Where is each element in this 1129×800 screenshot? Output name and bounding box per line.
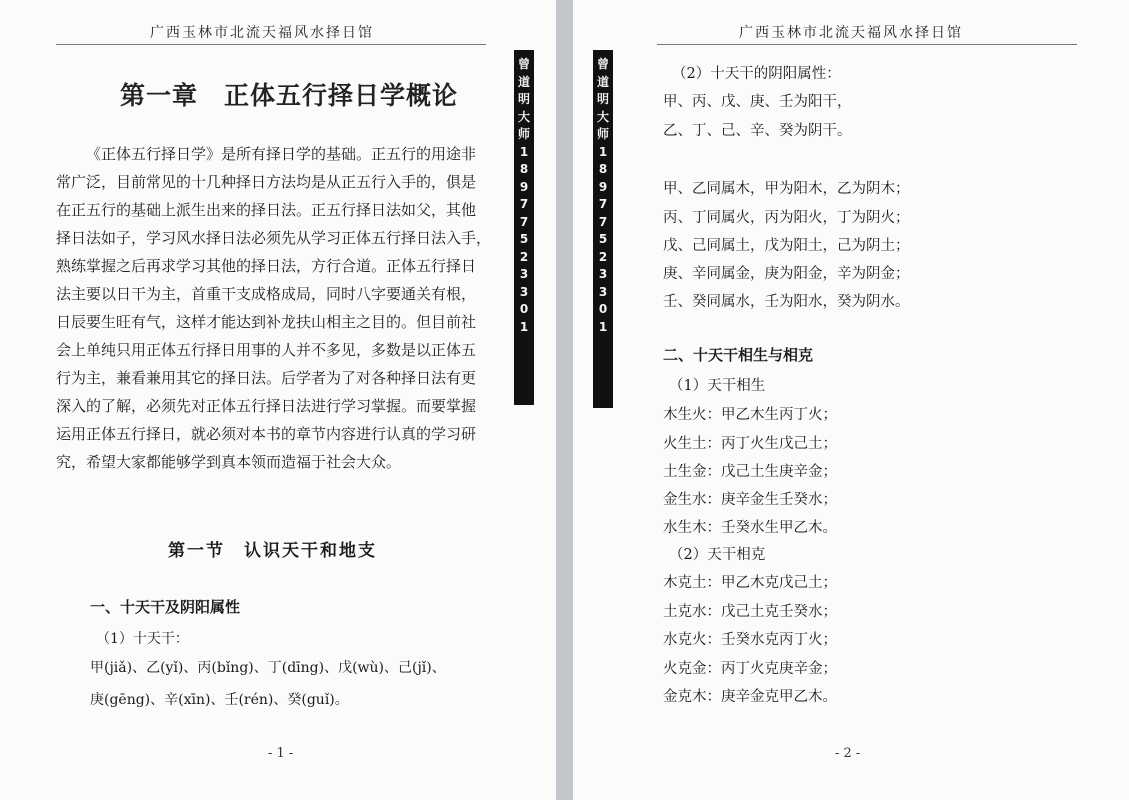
ke-line: 土克水：戊己土克壬癸水； — [663, 604, 837, 620]
page-number: - 2 - — [835, 746, 861, 761]
right-page — [573, 0, 1129, 800]
side-band-char: 7 — [519, 197, 529, 211]
side-band-char: 0 — [519, 302, 529, 316]
yin-stems-line: 乙、丁、己、辛、癸为阴干。 — [663, 123, 852, 139]
header-rule — [657, 44, 1077, 45]
side-band-char: 3 — [598, 267, 608, 281]
side-band-char: 7 — [519, 214, 529, 229]
side-band-char: 大 — [596, 109, 609, 124]
side-band-char: 0 — [598, 302, 608, 316]
side-band-char: 7 — [598, 214, 608, 229]
ke-line: 火克金：丙丁火克庚辛金； — [663, 661, 837, 677]
intro-line: 运用正体五行择日，就必须对本书的章节内容进行认真的学习研 — [56, 425, 477, 443]
page-header: 广西玉林市北流天福风水择日馆 — [739, 25, 963, 41]
chapter-title: 第一章 正体五行择日学概论 — [120, 81, 459, 110]
side-band-char: 3 — [519, 267, 529, 281]
left-page — [0, 0, 556, 800]
side-band-char: 5 — [598, 232, 608, 246]
side-band-char: 1 — [598, 319, 608, 334]
intro-paragraph — [56, 140, 506, 476]
intro-line: 《正体五行择日学》是所有择日学的基础。正五行的用途非 — [86, 145, 477, 163]
stems-line: 甲(jiǎ)、乙(yǐ)、丙(bǐng)、丁(dīng)、戊(wù)、己(jǐ)、 — [90, 660, 446, 676]
side-band-char: 师 — [517, 127, 530, 141]
intro-line: 行为主，兼看兼用其它的择日法。后学者为了对各种择日法有更 — [56, 369, 477, 387]
element-pair-line: 戊、己同属土，戊为阳土，己为阴土； — [663, 238, 910, 254]
heavenly-stems-list — [90, 652, 446, 716]
side-band-char: 明 — [596, 92, 609, 106]
sheng-line: 火生土：丙丁火生戊己土； — [663, 436, 837, 452]
side-band-char: 道 — [517, 74, 530, 89]
intro-line: 日辰要生旺有气，这样才能达到补龙扶山相主之目的。但目前社 — [56, 313, 477, 331]
element-pair-line: 丙、丁同属火，丙为阳火，丁为阴火； — [663, 210, 910, 226]
page-header: 广西玉林市北流天福风水择日馆 — [150, 25, 374, 41]
side-band-char: 1 — [519, 144, 529, 159]
section-title: 第一节 认识天干和地支 — [168, 541, 377, 561]
intro-line: 究，希望大家都能够学到真本领而造福于社会大众。 — [56, 453, 402, 471]
sheng-line: 土生金：戊己土生庚辛金； — [663, 464, 837, 480]
intro-line: 深入的了解，必须先对正体五行择日法进行学习掌握。而要掌握 — [56, 397, 477, 415]
side-band-char: 3 — [598, 284, 608, 299]
element-pair-line: 庚、辛同属金，庚为阳金，辛为阴金； — [663, 266, 910, 282]
subsection-title: 一、十天干及阴阳属性 — [90, 598, 241, 616]
side-band-char: 1 — [519, 319, 529, 334]
page-gutter — [556, 0, 573, 800]
side-band-char: 8 — [519, 162, 529, 176]
side-band-char: 3 — [519, 284, 529, 299]
side-band-char: 曾 — [596, 57, 609, 71]
contact-side-band — [593, 50, 613, 408]
side-band-char: 7 — [598, 197, 608, 211]
header-rule — [56, 44, 486, 45]
side-band-char: 2 — [598, 249, 608, 264]
stems-line: 庚(gēng)、辛(xīn)、壬(rén)、癸(guǐ)。 — [90, 692, 349, 708]
side-band-char: 5 — [519, 232, 529, 246]
ke-line: 金克木：庚辛金克甲乙木。 — [663, 689, 837, 705]
sheng-line: 金生水：庚辛金生壬癸水； — [663, 492, 837, 508]
side-band-char: 1 — [598, 144, 608, 159]
section2-title: 二、十天干相生与相克 — [663, 346, 814, 364]
ke-heading: （2）天干相克 — [669, 547, 766, 563]
sheng-heading: （1）天干相生 — [669, 378, 766, 394]
side-band-char: 大 — [517, 109, 530, 124]
intro-line: 法主要以日干为主，首重干支成格成局，同时八字要通关有根， — [56, 285, 477, 303]
side-band-char: 道 — [596, 74, 609, 89]
side-band-char: 8 — [598, 162, 608, 176]
ke-line: 水克火：壬癸水克丙丁火； — [663, 632, 837, 648]
ke-line: 木克土：甲乙木克戊己土； — [663, 575, 837, 591]
contact-side-band — [514, 50, 534, 405]
page-number: - 1 - — [268, 746, 294, 761]
side-band-char: 明 — [517, 92, 530, 106]
element-pair-line: 甲、乙同属木，甲为阳木，乙为阴木； — [663, 181, 910, 197]
item-heading: （1）十天干： — [96, 631, 189, 647]
sheng-line: 木生火：甲乙木生丙丁火； — [663, 407, 837, 423]
intro-line: 会上单纯只用正体五行择日用事的人并不多见，多数是以正体五 — [56, 341, 477, 359]
yinyang-heading: （2）十天干的阴阳属性： — [672, 66, 841, 82]
side-band-char: 9 — [598, 179, 608, 194]
intro-line: 择日法如子，学习风水择日法必须先从学习正体五行择日法入手， — [56, 229, 492, 247]
element-pair-line: 壬、癸同属水，壬为阳水，癸为阴水。 — [663, 294, 910, 310]
side-band-char: 9 — [519, 179, 529, 194]
side-band-char: 曾 — [517, 57, 530, 71]
intro-line: 熟练掌握之后再求学习其他的择日法，方行合道。正体五行择日 — [56, 257, 477, 275]
side-band-char: 师 — [596, 127, 609, 141]
side-band-char: 2 — [519, 249, 529, 264]
intro-line: 在正五行的基础上派生出来的择日法。正五行择日法如父，其他 — [56, 201, 477, 219]
intro-line: 常广泛，目前常见的十几种择日方法均是从正五行入手的，俱是 — [56, 173, 477, 191]
sheng-line: 水生木：壬癸水生甲乙木。 — [663, 520, 837, 536]
yang-stems-line: 甲、丙、戊、庚、壬为阳干， — [663, 94, 852, 110]
